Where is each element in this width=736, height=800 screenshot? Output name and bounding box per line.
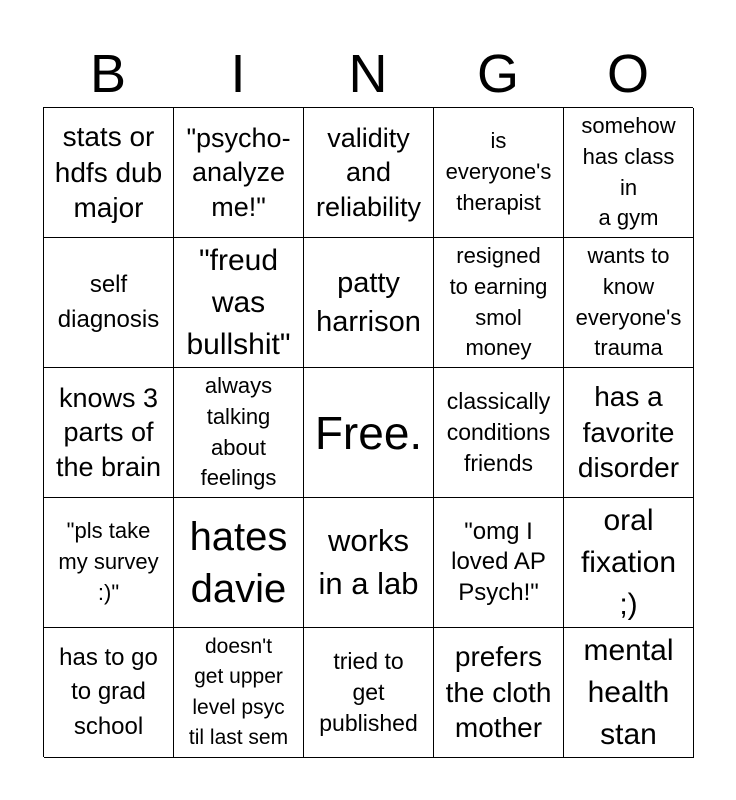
cell-text: "freud was bullshit": [186, 243, 291, 361]
cell-text: prefers the cloth mother: [445, 641, 552, 744]
bingo-cell-r3c1[interactable]: [44, 368, 174, 498]
cell-text: validity and reliability: [315, 123, 422, 222]
bingo-cell-r5c4[interactable]: [434, 628, 564, 758]
header-letter-i: I: [230, 44, 246, 104]
cell-text: classically conditions friends: [446, 387, 551, 477]
cell-text: is everyone's therapist: [445, 128, 552, 215]
cell-text: wants to know everyone's trauma: [575, 242, 682, 361]
bingo-cell-r4c2[interactable]: [174, 498, 304, 628]
cell-text: "omg I loved AP Psych!": [451, 517, 546, 606]
cell-text: "psycho- analyze me!": [186, 123, 291, 222]
cell-text: hates davie: [189, 514, 288, 611]
cell-text: mental health stan: [583, 633, 674, 751]
bingo-cell-r4c1[interactable]: [44, 498, 174, 628]
header-letter-b: B: [89, 44, 127, 104]
cell-text: tried to get published: [319, 647, 418, 737]
bingo-cell-r3c4[interactable]: [434, 368, 564, 498]
cell-text: doesn't get upper level psyc til last sem: [188, 634, 289, 749]
bingo-cell-r5c1[interactable]: [44, 628, 174, 758]
cell-text: works in a lab: [318, 522, 419, 601]
cell-text: oral fixation ;): [580, 503, 677, 621]
bingo-cell-r4c4[interactable]: [434, 498, 564, 628]
cell-text: has a favorite disorder: [577, 381, 680, 484]
cell-text: knows 3 parts of the brain: [55, 383, 162, 482]
cell-text: stats or hdfs dub major: [54, 121, 163, 224]
bingo-cell-r4c5[interactable]: [564, 498, 694, 628]
bingo-cell-r3c5[interactable]: [564, 368, 694, 498]
bingo-header: [43, 42, 693, 106]
bingo-cell-r2c4[interactable]: [434, 238, 564, 368]
cell-text: resigned to earning smol money: [449, 242, 548, 361]
bingo-cell-r5c5[interactable]: [564, 628, 694, 758]
cell-text: "pls take my survey :)": [58, 518, 159, 605]
cell-text: self diagnosis: [57, 271, 160, 333]
bingo-cell-r4c3[interactable]: [304, 498, 434, 628]
bingo-cell-r1c3[interactable]: [304, 108, 434, 238]
cell-text: always talking about feelings: [200, 372, 277, 491]
free-space: Free.: [314, 406, 423, 459]
header-letter-n: N: [348, 44, 388, 104]
header-letter-o: O: [606, 44, 649, 104]
cell-text: patty harrison: [316, 267, 421, 338]
bingo-cell-r2c3[interactable]: [304, 238, 434, 368]
bingo-cell-r3c3[interactable]: [304, 368, 434, 498]
cell-text: has to go to grad school: [59, 644, 158, 740]
bingo-cell-r2c2[interactable]: [174, 238, 304, 368]
bingo-cell-r5c2[interactable]: [174, 628, 304, 758]
bingo-cell-r1c5[interactable]: [564, 108, 694, 238]
bingo-cell-r2c1[interactable]: [44, 238, 174, 368]
cell-text: somehow has class in a gym: [581, 112, 676, 231]
bingo-cell-r1c4[interactable]: [434, 108, 564, 238]
bingo-cell-r1c1[interactable]: [44, 108, 174, 238]
header-letter-g: G: [476, 44, 519, 104]
bingo-cell-r2c5[interactable]: [564, 238, 694, 368]
bingo-cell-r3c2[interactable]: [174, 368, 304, 498]
bingo-cell-r1c2[interactable]: [174, 108, 304, 238]
bingo-cell-r5c3[interactable]: [304, 628, 434, 758]
bingo-grid: [43, 107, 693, 757]
